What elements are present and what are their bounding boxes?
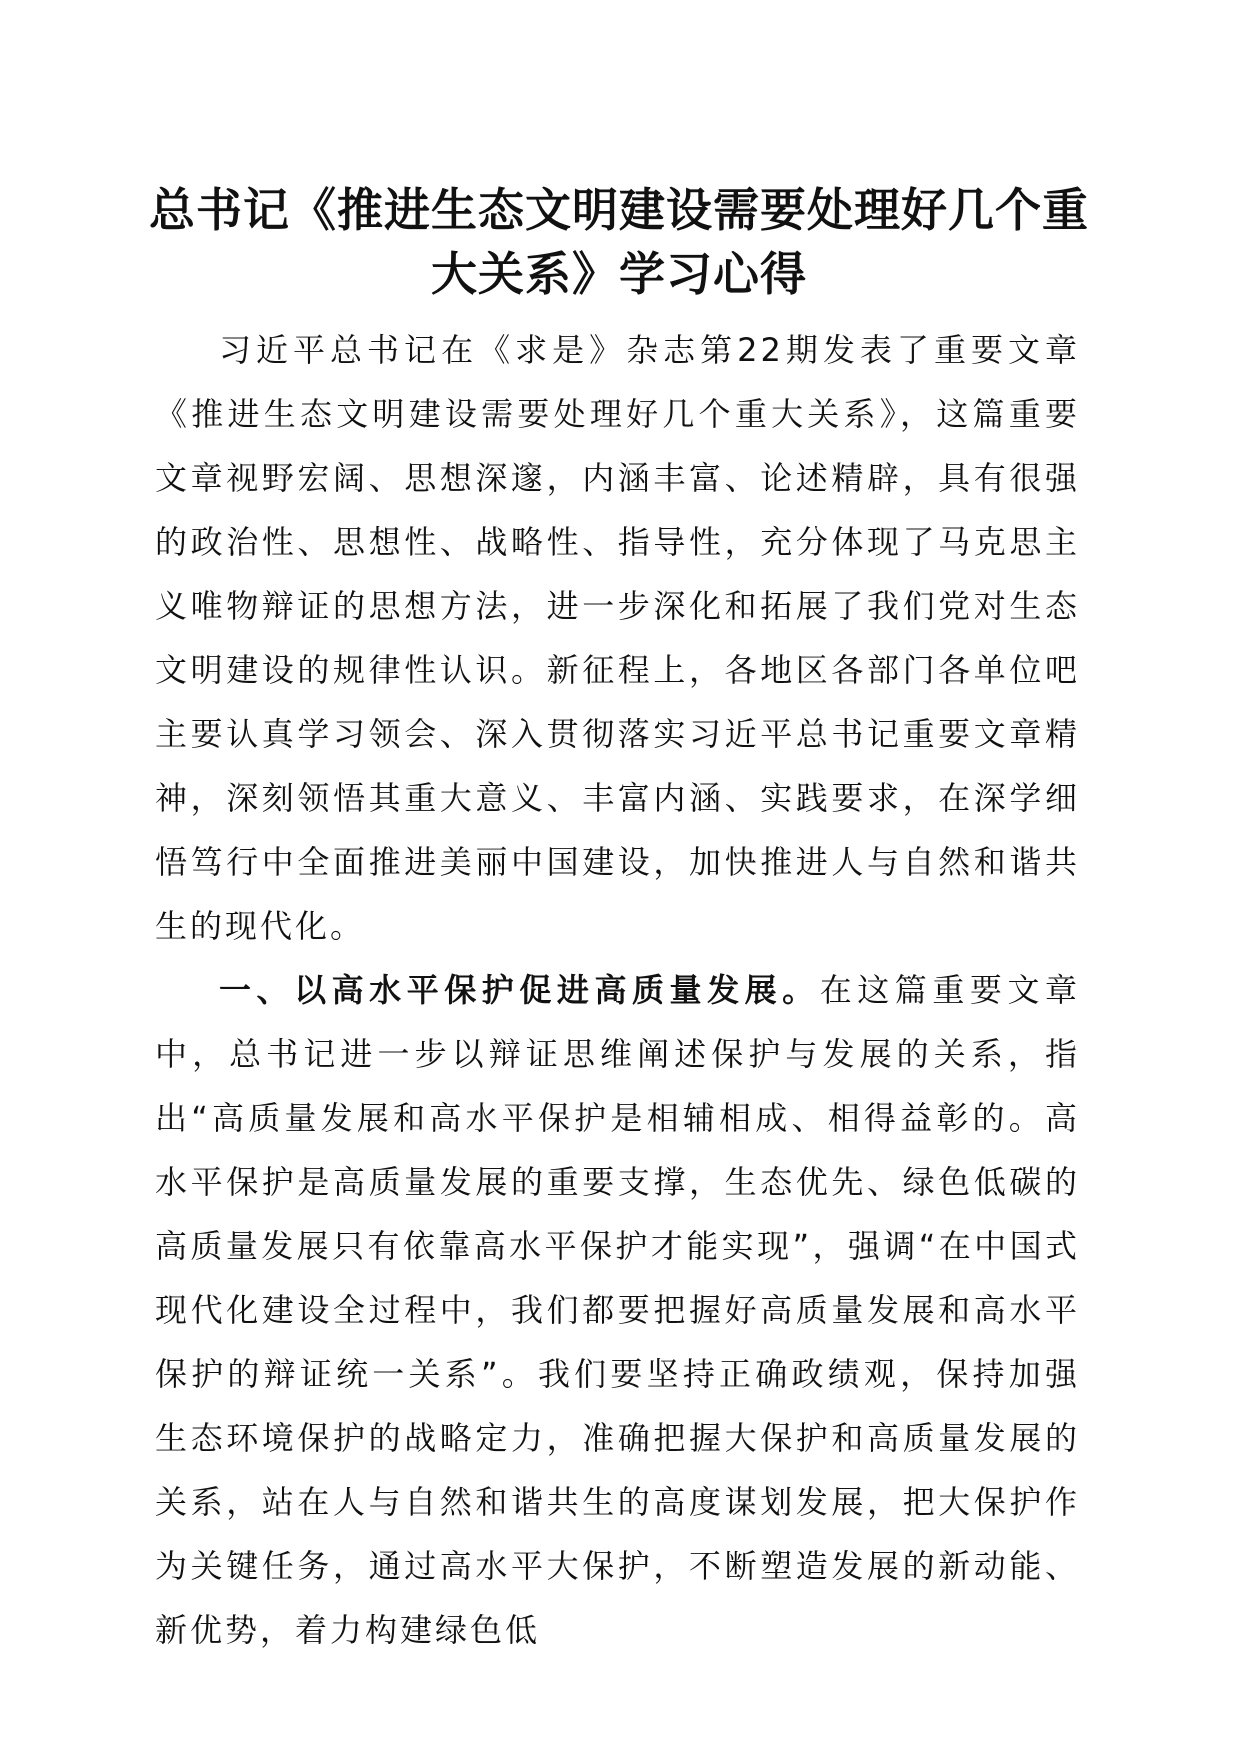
document-title: 总书记《推进生态文明建设需要处理好几个重大关系》学习心得 — [149, 183, 1089, 301]
paragraph-text: 习近平总书记在《求是》杂志第22期发表了重要文章《推进生态文明建设需要处理好几个重大关系》，这篇重要文章视野宏阔、思想深邃，内涵丰富、论述精辟，具有很强的政治性、思想性、战略性、指导性，充分体现了马克思主义唯物辩证的思想方法，进一步深化和拓展了我们党对生态文明建设的规律性认识。新征程上，各地区各部门各单位吧主要认真学习领会、深入贯彻落实习近平总书记重要文章精神，深刻领悟其重大意义、丰富内涵、实践要求，在深学细悟笃行中全面推进美丽中国建设，加快推进人与自然和谐共生的现代化。 — [155, 331, 1080, 945]
paragraph-text: 在这篇重要文章中，总书记进一步以辩证思维阐述保护与发展的关系，指出“高质量发展和高水平保护是相辅相成、相得益彰的。高水平保护是高质量发展的重要支撑，生态优先、绿色低碳的高质量发展只有依靠高水平保护才能实现”，强调“在中国式现代化建设全过程中，我们都要把握好高质量发展和高水平保护的辩证统一关系”。我们要坚持正确政绩观，保持加强生态环境保护的战略定力，准确把握大保护和高质量发展的关系，站在人与自然和谐共生的高度谋划发展，把大保护作为关键任务，通过高水平大保护，不断塑造发展的新动能、新优势，着力构建绿色低 — [155, 971, 1080, 1649]
section-heading: 一、以高水平保护促进高质量发展。 — [219, 971, 820, 1009]
body-paragraph-section-1 — [155, 958, 1080, 1662]
body-paragraph-intro — [155, 318, 1080, 958]
document-body — [155, 318, 1080, 1662]
